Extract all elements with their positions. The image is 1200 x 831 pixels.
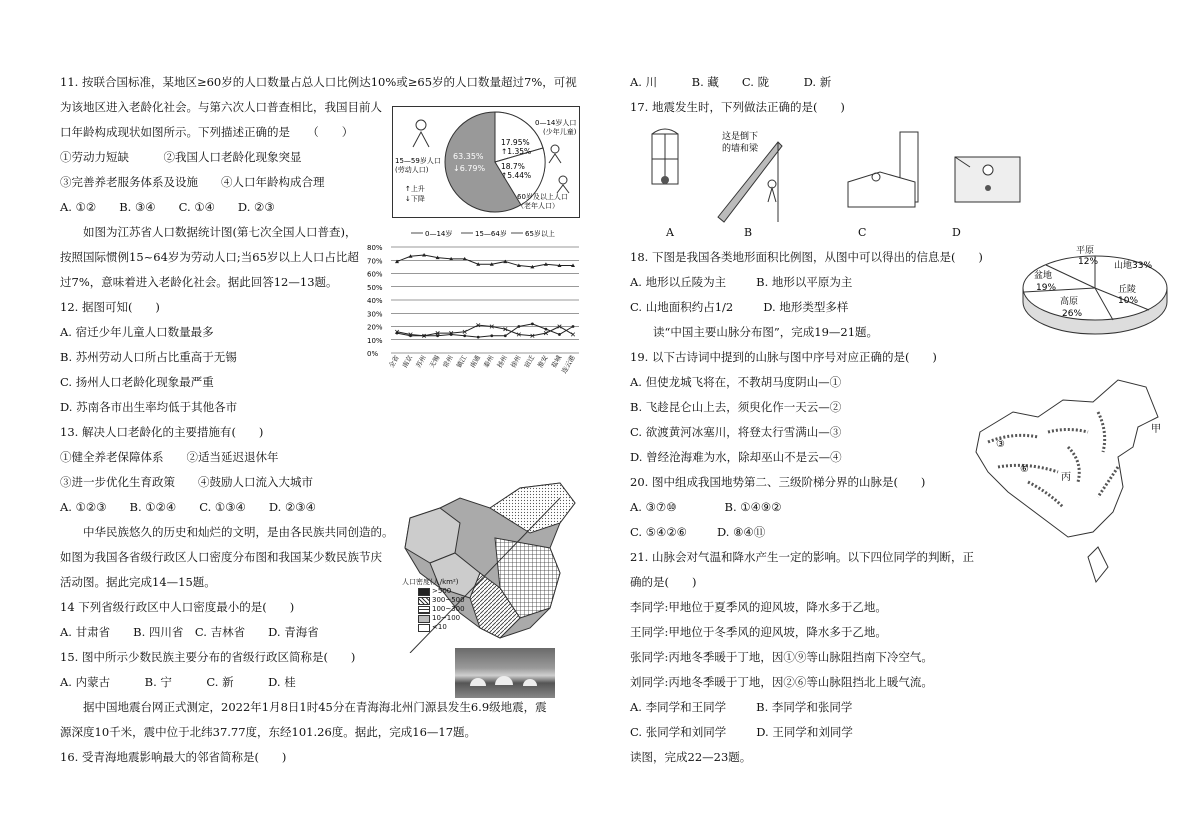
mountain-map xyxy=(968,372,1168,590)
terrain-pie-svg xyxy=(1018,240,1173,340)
q14-options: A. 甘肃省 B. 四川省 C. 吉林省 D. 青海省 xyxy=(60,625,319,639)
x-tick-label: 镇江 xyxy=(454,354,469,370)
old-value: 18.7% xyxy=(501,162,525,171)
hill-label: 丘陵 xyxy=(1118,285,1137,295)
q12-option-c: C. 扬州人口老龄化现象最严重 xyxy=(60,375,214,389)
q11-statements-1: ①劳动力短缺 ②我国人口老龄化现象突显 xyxy=(60,150,302,164)
x-tick-label: 南通 xyxy=(468,354,482,370)
q16-stem: 16. 受青海地震影响最大的邻省简称是( ) xyxy=(60,750,287,764)
labor-change: ↓6.79% xyxy=(453,164,486,173)
china-outline-2 xyxy=(976,380,1158,537)
q17-stem: 17. 地震发生时，下列做法正确的是( ) xyxy=(630,100,845,114)
q17-svg xyxy=(630,122,1030,242)
intro14-line2: 如图为我国各省级行政区人口密度分布图和我国某少数民族节庆 xyxy=(60,550,382,564)
q18-stem: 18. 下图是我国各类地形面积比例图，从图中可以得出的信息是( ) xyxy=(630,250,983,264)
q20-stem: 20. 图中组成我国地势第二、三级阶梯分界的山脉是( ) xyxy=(630,475,926,489)
plain-label: 平原 xyxy=(1076,246,1095,256)
legend-up: ↑上升 xyxy=(405,185,425,193)
intro16-line2: 源深度10千米，震中位于北纬37.77度，东经101.26度。据此，完成16—17题。 xyxy=(60,725,477,739)
q19-stem: 19. 以下古诗词中提到的山脉与图中序号对应正确的是( ) xyxy=(630,350,937,364)
old-label-2: （老年人口） xyxy=(517,202,559,210)
q15-options: A. 内蒙古 B. 宁 C. 新 D. 桂 xyxy=(60,675,296,689)
q13-stem: 13. 解决人口老龄化的主要措施有( ) xyxy=(60,425,264,439)
scene-b-fallen-wall xyxy=(718,142,782,222)
intro16-line1: 据中国地震台网正式测定，2022年1月8日1时45分在青海海北州门源县发生6.9级地震，震 xyxy=(60,700,547,714)
q13-statements-1: ①健全养老保障体系 ②适当延迟退休年 xyxy=(60,450,279,464)
q18-options-cd xyxy=(630,299,848,315)
youth-value: 17.95% xyxy=(501,138,530,147)
q11-options: A. ①② B. ③④ C. ①④ D. ②③ xyxy=(60,200,275,214)
mountain-label: 山地33% xyxy=(1114,261,1153,271)
q21-options-ab xyxy=(630,699,852,715)
q21-option-a: A. 李同学和王同学 xyxy=(630,700,727,714)
q12-stem: 12. 据图可知( ) xyxy=(60,300,160,314)
q11-line2: 为该地区进入老龄化社会。与第六次人口普查相比，我国目前人 xyxy=(60,100,382,114)
q18-option-a: A. 地形以丘陵为主 xyxy=(630,275,727,289)
data-point xyxy=(436,334,439,337)
q19-option-a: A. 但使龙城飞将在，不教胡马度阴山—① xyxy=(630,375,842,389)
density-legend-label: 100~300 xyxy=(432,605,465,613)
ethnic-festival-photo xyxy=(455,648,555,698)
data-point xyxy=(517,325,520,328)
q21-option-b: B. 李同学和张同学 xyxy=(756,700,853,714)
y-tick-label: 40% xyxy=(367,297,383,305)
hainan-island xyxy=(1088,547,1108,582)
hill-value: 10% xyxy=(1118,296,1139,306)
population-density-map xyxy=(400,478,580,653)
x-tick-label: 全省 xyxy=(387,354,401,370)
q11-statements-2: ③完善养老服务体系及设施 ④人口年龄构成合理 xyxy=(60,175,325,189)
labor-value: 63.35% xyxy=(453,152,484,161)
child-figure-icon xyxy=(549,145,561,163)
intro14-line1: 中华民族悠久的历史和灿烂的文明，是由各民族共同创造的。 xyxy=(60,525,394,539)
q12-option-b: B. 苏州劳动人口所占比重高于无锡 xyxy=(60,350,237,364)
q21-option-d: D. 王同学和刘同学 xyxy=(756,725,853,739)
intro19: 读“中国主要山脉分布图”，完成19—21题。 xyxy=(630,325,879,339)
q20-options-ab xyxy=(630,499,782,515)
labor-label-2: (劳动人口) xyxy=(395,166,429,174)
q21-liu: 刘同学:丙地冬季暖于丁地，因②⑥等山脉阻挡北上暖气流。 xyxy=(630,675,933,689)
q17-option-label: B xyxy=(744,226,753,239)
q12-option-d: D. 苏南各市出生率均低于其他各市 xyxy=(60,400,238,414)
scene-b-caption-1: 这是倒下 xyxy=(722,132,759,142)
y-tick-label: 20% xyxy=(367,323,383,332)
x-tick-label: 连云港 xyxy=(560,354,577,375)
q15-stem: 15. 图中所示少数民族主要分布的省级行政区简称是( ) xyxy=(60,650,356,664)
youth-change: ↑1.35% xyxy=(501,147,532,156)
terrain-pie-chart xyxy=(1018,240,1173,340)
density-legend-item xyxy=(418,596,465,605)
q16-options: A. 川 B. 藏 C. 陇 D. 新 xyxy=(630,75,832,89)
x-tick-label: 南京 xyxy=(400,354,415,370)
mountain-map-svg xyxy=(968,372,1168,590)
q21-li: 李同学:甲地位于夏季风的迎风坡，降水多于乙地。 xyxy=(630,600,887,614)
data-point xyxy=(572,325,575,328)
q17-option-label: C xyxy=(858,226,867,239)
youth-label-2: (少年儿童) xyxy=(543,128,577,136)
intro12-line2: 按照国际惯例15~64岁为劳动人口;当65岁以上人口占比超 xyxy=(60,250,359,264)
scene-a-window xyxy=(652,129,678,184)
x-tick-label: 扬州 xyxy=(495,354,510,370)
old-label: 60岁及以上人口 xyxy=(517,193,568,201)
q21-wang: 王同学:甲地位于冬季风的迎风坡，降水多于乙地。 xyxy=(630,625,887,639)
density-legend-label: 300~500 xyxy=(432,596,465,604)
q21-option-c: C. 张同学和刘同学 xyxy=(630,725,727,739)
q13-statements-2: ③进一步优化生育政策 ④鼓励人口流入大城市 xyxy=(60,475,313,489)
bing-label: 丙 xyxy=(1061,472,1071,483)
density-swatch xyxy=(418,615,430,623)
q19-option-b: B. 飞趁昆仑山上去，须臾化作一天云—② xyxy=(630,400,842,414)
age-structure-figure xyxy=(392,106,580,218)
q11-line3: 口年龄构成现状如图所示。下列描述正确的是 （ ） xyxy=(60,125,354,139)
q12-option-a: A. 宿迁少年儿童人口数量最多 xyxy=(60,325,214,339)
data-point xyxy=(531,322,534,325)
x-tick-label: 无锡 xyxy=(427,354,442,370)
data-point xyxy=(571,333,575,337)
x-tick-label: 常州 xyxy=(441,354,455,370)
q17-option-label: A xyxy=(666,226,674,239)
legend-label: 15—64岁 xyxy=(475,230,507,238)
x-tick-label: 淮安 xyxy=(536,354,550,370)
q22-intro: 读图，完成22—23题。 xyxy=(630,750,752,764)
density-swatch xyxy=(418,597,430,605)
data-point xyxy=(504,334,507,337)
q18-option-b: B. 地形以平原为主 xyxy=(756,275,853,289)
density-legend-item xyxy=(418,623,465,632)
intro12-line3: 过7%，意味着进入老龄化社会。据此回答12—13题。 xyxy=(60,275,338,289)
x-tick-label: 泰州 xyxy=(482,354,496,370)
plateau-label: 高原 xyxy=(1060,297,1079,307)
range-3-label: ③ xyxy=(996,439,1005,450)
q20-option-d: D. ⑧④⑪ xyxy=(716,525,766,539)
density-legend-label: >500 xyxy=(432,587,452,595)
data-point xyxy=(490,334,493,337)
q20-option-a: A. ③⑦⑩ xyxy=(630,500,677,514)
youth-label: 0—14岁人口 xyxy=(535,119,577,127)
jia-label: 甲 xyxy=(1151,424,1161,435)
q20-option-b: B. ①④⑨② xyxy=(724,500,782,514)
legend-down: ↓下降 xyxy=(405,195,425,203)
density-legend-item xyxy=(418,605,465,614)
q11-line1: 11. 按联合国标准，某地区≥60岁的人口数量占总人口比例达10%或≥65岁的人口数量超过7%，可视 xyxy=(60,75,577,89)
q18-option-d: D. 地形类型多样 xyxy=(763,300,849,314)
y-tick-label: 30% xyxy=(367,310,383,319)
q19-option-c: C. 欲渡黄河冰塞川，将登太行雪满山—③ xyxy=(630,425,842,439)
q21-line1: 21. 山脉会对气温和降水产生一定的影响。以下四位同学的判断，正 xyxy=(630,550,974,564)
q21-zhang: 张同学:丙地冬季暖于丁地，因①⑨等山脉阻挡南下冷空气。 xyxy=(630,650,933,664)
q21-options-cd xyxy=(630,724,853,740)
basin-value: 19% xyxy=(1036,283,1057,293)
density-swatch xyxy=(418,624,430,632)
chart-x-axis xyxy=(386,353,577,375)
density-swatch xyxy=(418,606,430,614)
y-tick-label: 50% xyxy=(367,283,383,292)
old-change: ↑5.44% xyxy=(501,171,532,180)
scene-b-caption-2: 的墙和梁 xyxy=(722,144,759,154)
data-point xyxy=(477,336,480,339)
jiangsu-line-chart xyxy=(365,225,583,375)
chart-legend xyxy=(411,229,555,238)
q18-option-c: C. 山地面积约占1/2 xyxy=(630,300,734,314)
q20-option-c: C. ⑤④②⑥ xyxy=(630,525,687,539)
density-legend-title: 人口密度(人/km²) xyxy=(402,578,459,586)
density-legend xyxy=(402,578,465,632)
y-tick-label: 80% xyxy=(367,244,383,252)
legend-label: 0—14岁 xyxy=(425,230,453,238)
basin-label: 盆地 xyxy=(1034,271,1053,281)
q17-option-label: D xyxy=(952,226,961,239)
x-tick-label: 徐州 xyxy=(509,354,523,370)
density-legend-item xyxy=(418,587,465,596)
labor-label: 15—59岁人口 xyxy=(395,157,441,165)
intro14-line3: 活动图。据此完成14—15题。 xyxy=(60,575,216,589)
density-legend-label: <10 xyxy=(432,623,447,631)
scene-d-room xyxy=(955,157,1020,202)
q18-options-ab xyxy=(630,274,852,290)
plain-value: 12% xyxy=(1078,257,1099,267)
intro12-line1: 如图为江苏省人口数据统计图(第七次全国人口普查)， xyxy=(60,225,357,239)
density-legend-label: 10~100 xyxy=(432,614,461,622)
data-point xyxy=(558,333,561,336)
x-tick-label: 宿迁 xyxy=(522,354,537,370)
q20-options-cd xyxy=(630,524,765,540)
y-tick-label: 70% xyxy=(367,257,383,266)
adult-figure-icon xyxy=(413,120,429,147)
elder-figure-icon xyxy=(557,176,569,193)
data-point xyxy=(545,328,548,331)
y-tick-label: 0% xyxy=(367,350,379,358)
line-chart-svg xyxy=(365,225,583,375)
legend-label: 65岁以上 xyxy=(525,230,555,238)
q14-stem: 14 下列省级行政区中人口密度最小的是( ) xyxy=(60,600,295,614)
range-6-label: ⑥ xyxy=(1020,464,1029,475)
x-tick-label: 盐城 xyxy=(549,354,564,370)
q13-options: A. ①②③ B. ①②④ C. ①③④ D. ②③④ xyxy=(60,500,316,514)
y-tick-label: 10% xyxy=(367,336,383,345)
plateau-value: 26% xyxy=(1062,309,1083,319)
density-legend-item xyxy=(418,614,465,623)
x-tick-label: 苏州 xyxy=(414,354,428,370)
q19-option-d: D. 曾经沧海难为水，除却巫山不是云—④ xyxy=(630,450,842,464)
scene-c-box xyxy=(848,132,918,207)
density-swatch xyxy=(418,588,430,596)
y-tick-label: 60% xyxy=(367,270,383,279)
age-pie-svg xyxy=(393,107,579,217)
q21-line2: 确的是( ) xyxy=(630,575,697,589)
data-point xyxy=(463,334,466,337)
q17-illustrations xyxy=(630,122,1030,242)
chart-series xyxy=(395,253,575,339)
